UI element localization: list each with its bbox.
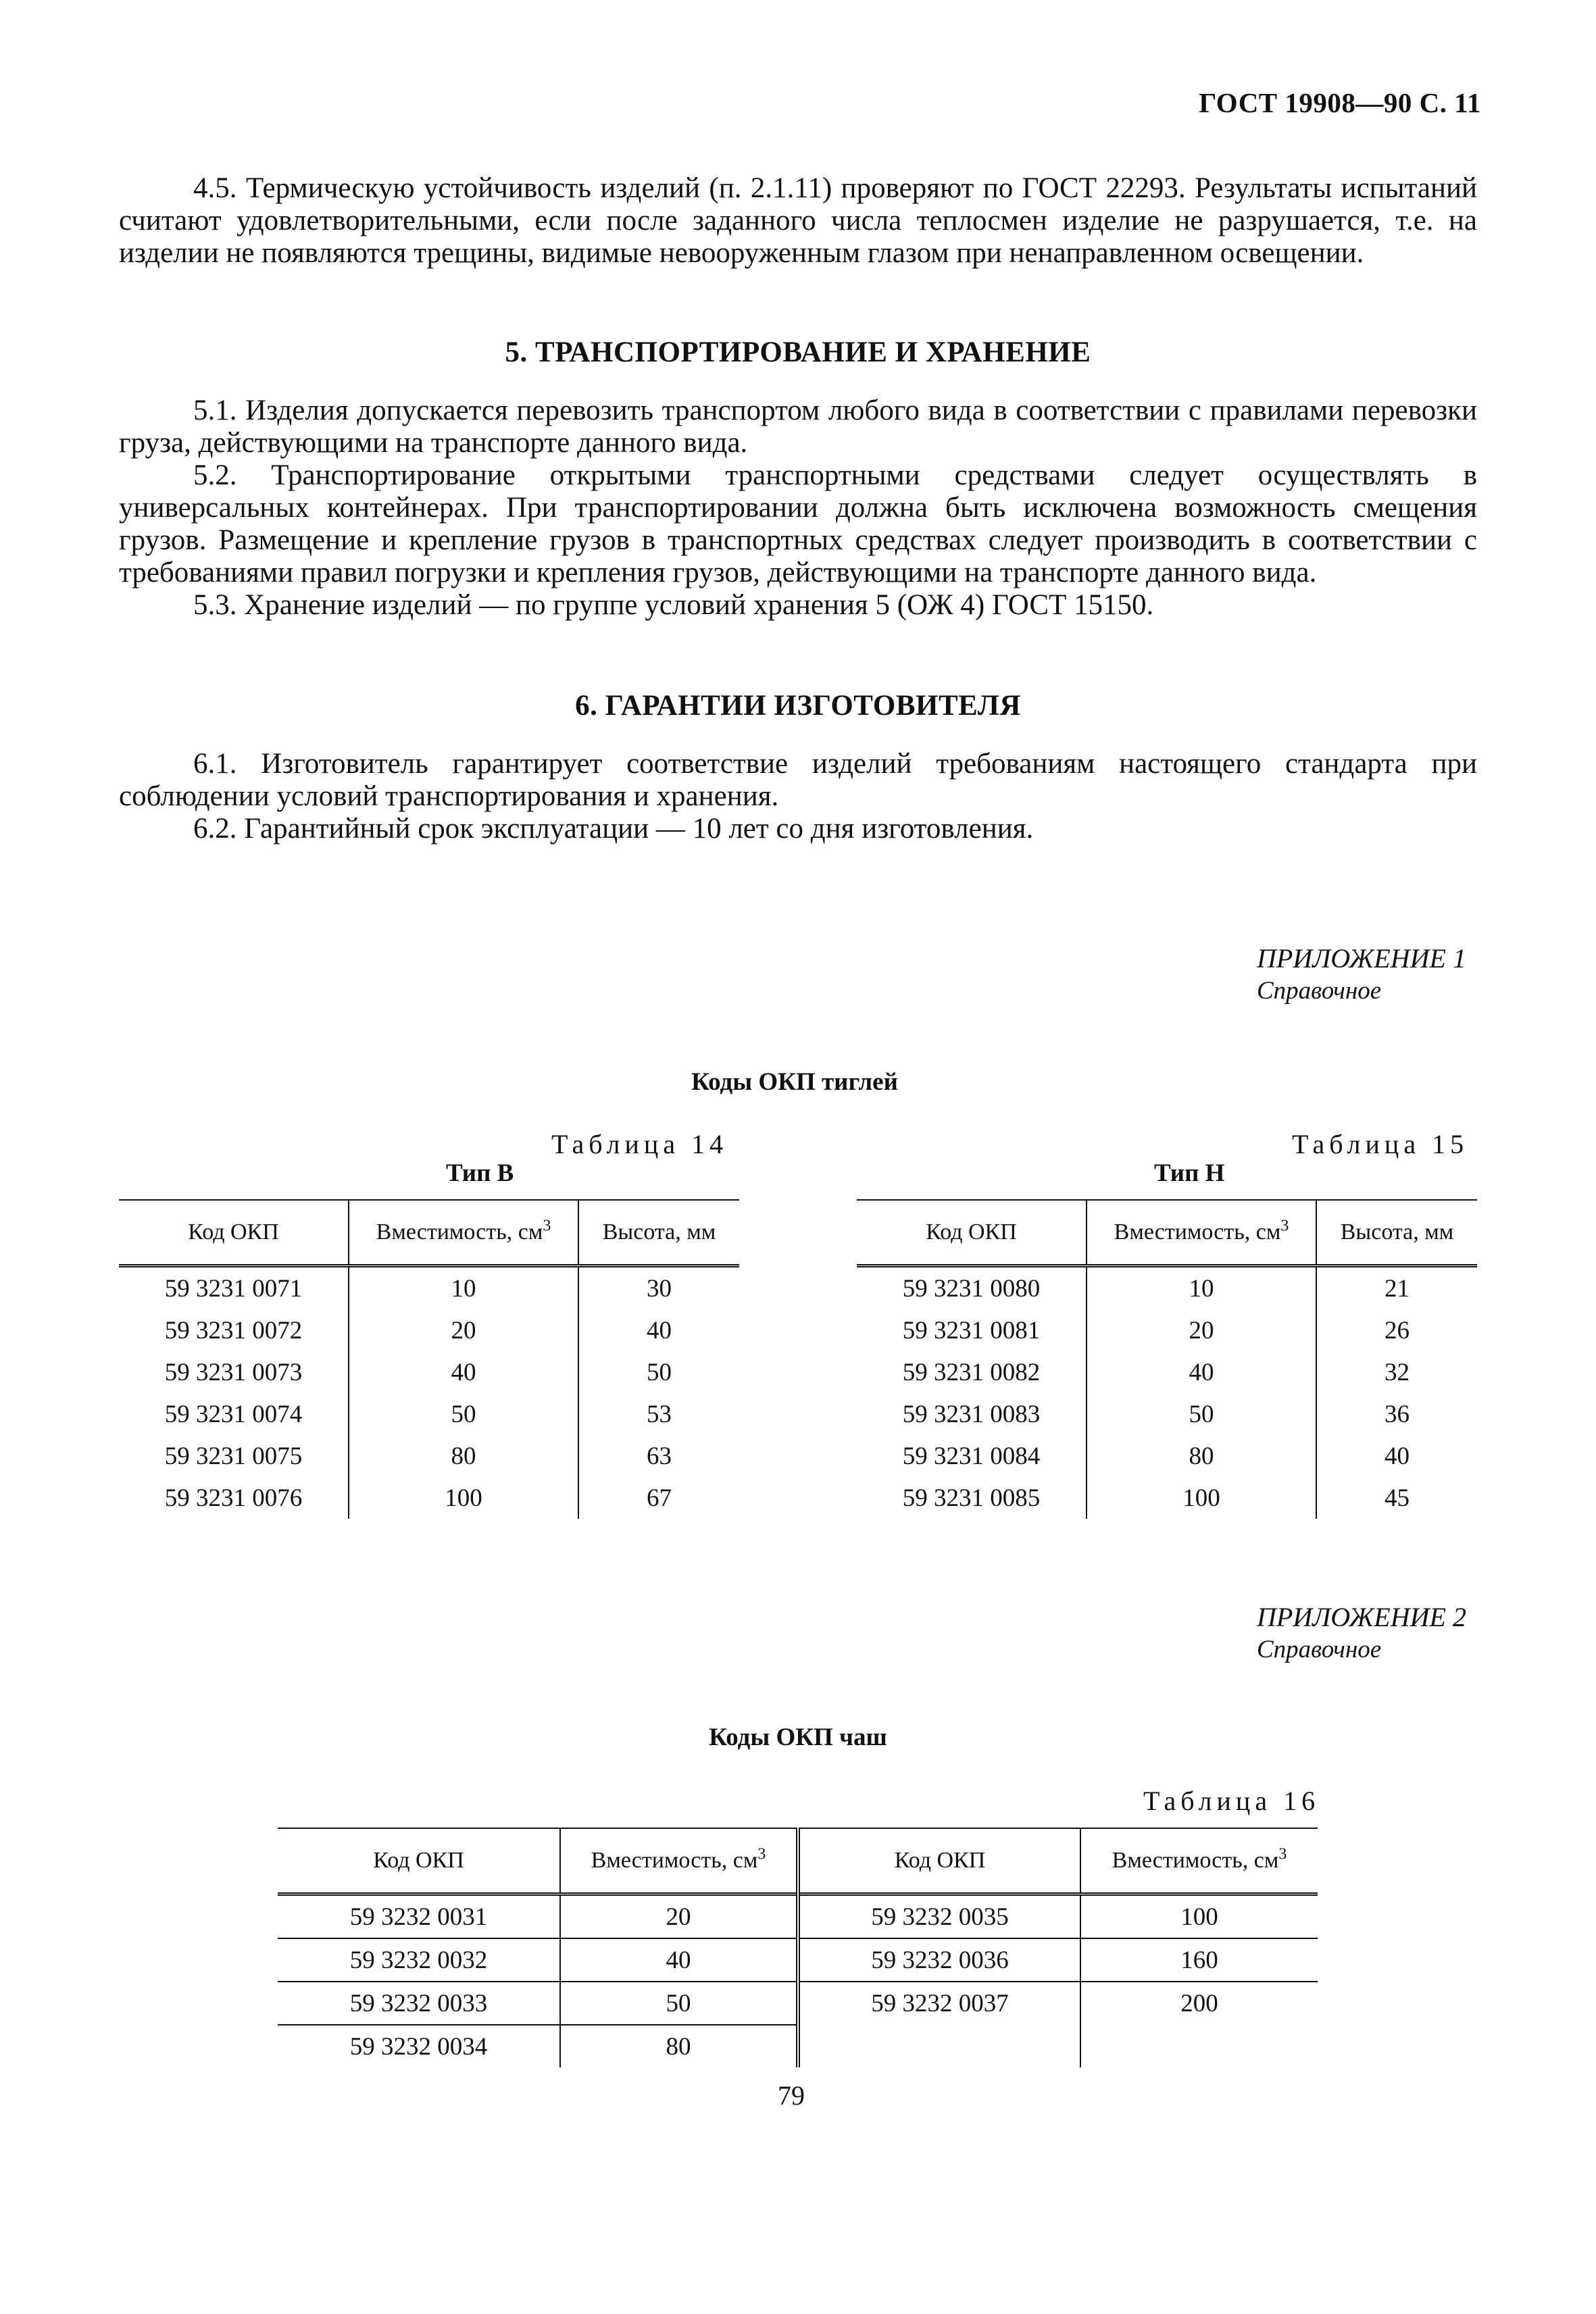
appendix-1-subtitle: Справочное [1257,977,1382,1005]
table-16 [278,1828,1318,2067]
table-row: 59 3231 0073 40 50 [119,1351,739,1393]
section-6-text [119,748,1477,845]
table-row: 59 3231 0085 100 45 [857,1477,1477,1519]
table-15-label: Таблица 15 [1292,1129,1469,1159]
table-14 [119,1199,739,1519]
document-header: ГОСТ 19908—90 С. 11 [1199,87,1481,118]
table-row: 59 3231 0082 40 32 [857,1351,1477,1393]
table-14-type: Тип В [446,1159,514,1187]
column-header-capacity: Вместимость, $см^3$ [560,1828,798,1894]
table-row: 59 3232 0032 40 59 3232 0036 160 [278,1938,1318,1982]
paragraph-6-2: 6.2. Гарантийный срок эксплуатации — 10 лет со дня изготовления. [193,813,1034,845]
column-header-capacity-2: Вместимость, $см^3$ [1080,1828,1318,1894]
column-header-okp-code-2: Код ОКП [798,1828,1080,1894]
column-header-height: Высота, мм [1316,1200,1477,1266]
table-row: 59 3231 0080 10 21 [857,1266,1477,1310]
table-14-header-row [119,1200,739,1266]
table-row: 59 3231 0081 20 26 [857,1309,1477,1351]
paragraph-6-1: 6.1. Изготовитель гарантирует соответствие изделий требованиям настоящего стандарта при соблюдении условий транспортирования и хранения. [119,748,1477,812]
table-15-type: Тип Н [1154,1159,1225,1187]
appendix-2-label [1257,1601,1466,1666]
table-14-label: Таблица 14 [551,1129,728,1159]
table-16-header-row [278,1828,1318,1894]
column-header-capacity: Вместимость, $см^3$ [1087,1200,1316,1266]
column-header-height: Высота, мм [578,1200,739,1266]
appendix-2-title: ПРИЛОЖЕНИЕ 2 [1257,1602,1466,1632]
page-number: 79 [778,2080,805,2111]
paragraph-5-3: 5.3. Хранение изделий — по группе условий хранения 5 (ОЖ 4) ГОСТ 15150. [193,589,1154,621]
paragraph-4-5: 4.5. Термическую устойчивость изделий (п. 2.1.11) проверяют по ГОСТ 22293. Результаты испытаний считают удовлетворительными, если после заданного числа теплосмен изделие не разрушается, т.е. на изделии не появляются трещины, видимые невооруженным глазом при ненаправленном освещении. [119,172,1477,269]
table-16-label: Таблица 16 [1143,1786,1320,1816]
section-5-heading: 5. ТРАНСПОРТИРОВАНИЕ И ХРАНЕНИЕ [505,336,1091,368]
table-row: 59 3232 0031 20 59 3232 0035 100 [278,1894,1318,1939]
table-15 [857,1199,1477,1519]
paragraph-5-1: 5.1. Изделия допускается перевозить транспортом любого вида в соответствии с правилами перевозки груза, действующими на транспорте данного вида. [119,395,1477,459]
table-row: 59 3231 0072 20 40 [119,1309,739,1351]
table-row: 59 3231 0071 10 30 [119,1266,739,1310]
appendix-2-subtitle: Справочное [1257,1636,1382,1663]
table-row: 59 3231 0084 80 40 [857,1435,1477,1477]
appendix-1-title: ПРИЛОЖЕНИЕ 1 [1257,943,1466,974]
paragraph-5-2: 5.2. Транспортирование открытыми транспортными средствами следует осуществлять в универсальных контейнерах. При транспортировании должна быть исключена возможность смещения грузов. Размещение и крепление грузов в транспортных средствах следует производить в соответствии с требованиями правил погрузки и крепления грузов, действующими на транспорте данного вида. [119,459,1477,588]
section-6-heading: 6. ГАРАНТИИ ИЗГОТОВИТЕЛЯ [575,690,1021,722]
table-15-header-row [857,1200,1477,1266]
column-header-okp-code: Код ОКП [119,1200,349,1266]
column-header-okp-code: Код ОКП [278,1828,560,1894]
appendix-1-caption: Коды ОКП тиглей [691,1068,898,1096]
column-header-capacity: Вместимость, $см^3$ [349,1200,578,1266]
table-row: 59 3231 0074 50 53 [119,1393,739,1435]
table-row: 59 3232 0033 50 59 3232 0037 200 [278,1982,1318,2025]
table-row: 59 3232 0034 80 [278,2025,1318,2067]
column-header-okp-code: Код ОКП [857,1200,1087,1266]
section-5-text [119,395,1477,622]
table-row: 59 3231 0075 80 63 [119,1435,739,1477]
appendix-1-label [1257,942,1466,1007]
section-4-text [119,172,1477,270]
table-row: 59 3231 0076 100 67 [119,1477,739,1519]
table-row: 59 3231 0083 50 36 [857,1393,1477,1435]
appendix-2-caption: Коды ОКП чаш [709,1724,887,1751]
